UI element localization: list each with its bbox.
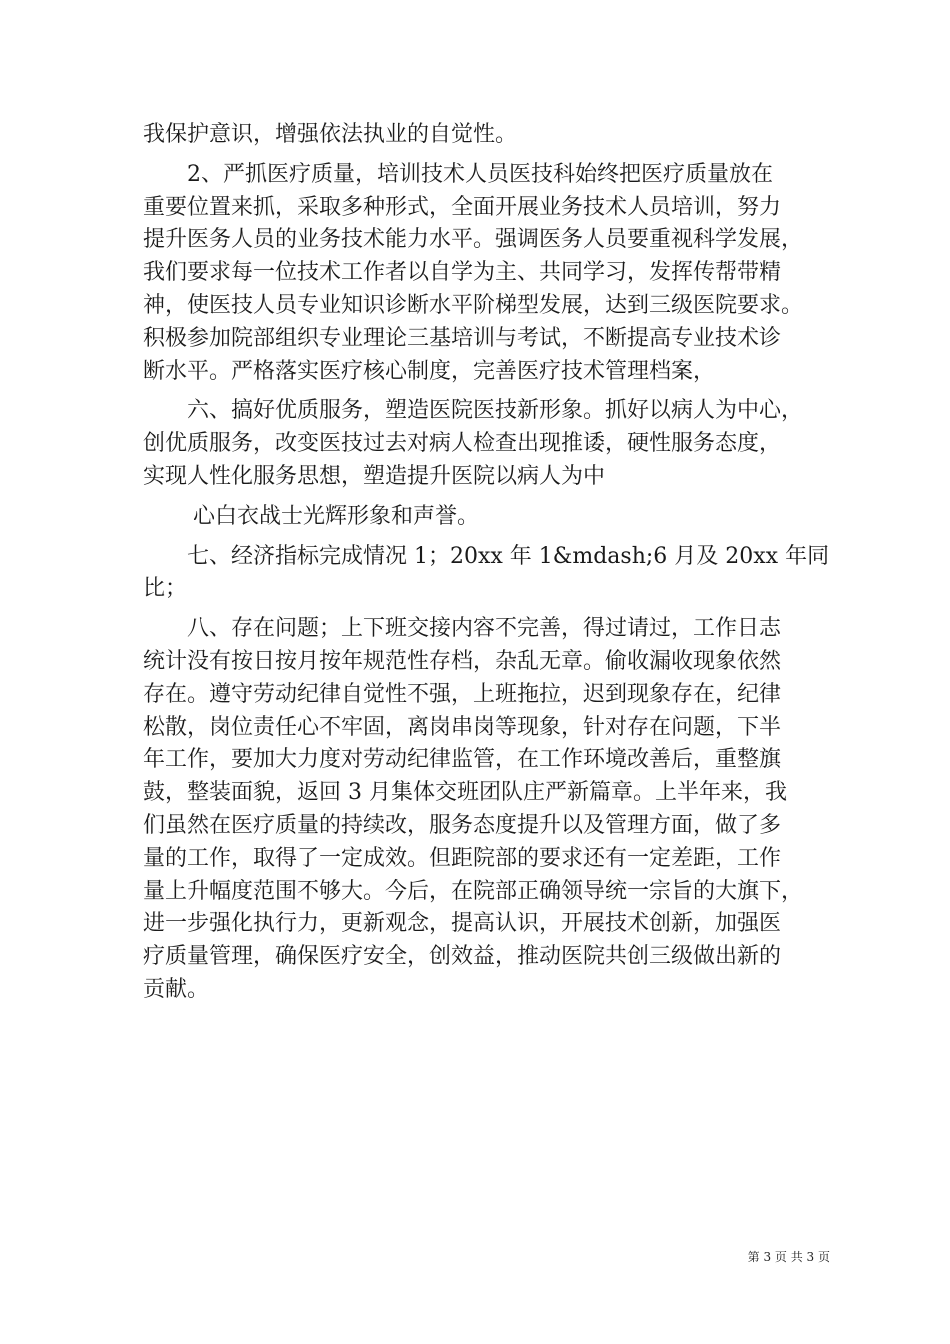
text-line: 们虽然在医疗质量的持续改，服务态度提升以及管理方面，做了多 — [143, 812, 782, 838]
text-line: 我保护意识，增强依法执业的自觉性。 — [143, 122, 518, 147]
text-line: 提升医务人员的业务技术能力水平。强调医务人员要重视科学发展， — [143, 227, 804, 253]
text-line: 疗质量管理，确保医疗安全，创效益，推动医院共创三级做出新的 — [143, 944, 782, 970]
text-line: 六、搞好优质服务，塑造医院医技新形象。抓好以病人为中心， — [187, 398, 804, 424]
text-line: 鼓，整装面貌，返回 3 月集体交班团队庄严新篇章。上半年来，我 — [143, 780, 787, 806]
text-line: 松散，岗位责任心不牢固，离岗串岗等现象，针对存在问题，下半 — [143, 714, 782, 740]
text-line: 年工作，要加大力度对劳动纪律监管，在工作环境改善后，重整旗 — [143, 747, 782, 773]
text-line: 我们要求每一位技术工作者以自学为主、共同学习，发挥传帮带精 — [143, 260, 782, 286]
text-line: 七、经济指标完成情况 1；20xx 年 1&mdash;6 月及 20xx 年同 — [187, 543, 830, 569]
text-line: 积极参加院部组织专业理论三基培训与考试，不断提高专业技术诊 — [143, 325, 782, 351]
text-line: 比； — [143, 576, 188, 602]
text-line: 2、严抓医疗质量，培训技术人员医技科始终把医疗质量放在 — [187, 161, 773, 187]
text-line: 统计没有按日按月按年规范性存档，杂乱无章。偷收漏收现象依然 — [143, 648, 782, 674]
text-line: 断水平。严格落实医疗核心制度，完善医疗技术管理档案， — [143, 358, 716, 384]
text-line: 神，使医技人员专业知识诊断水平阶梯型发展，达到三级医院要求。 — [143, 292, 804, 318]
page-number-footer: 第 3 页 共 3 页 — [747, 1250, 830, 1264]
document-body — [143, 119, 829, 1007]
text-line: 创优质服务，改变医技过去对病人检查出现推诿，硬性服务态度， — [143, 431, 782, 457]
text-line: 心白衣战士光辉形象和声誉。 — [193, 503, 480, 529]
text-line: 实现人性化服务思想，塑造提升医院以病人为中 — [143, 463, 606, 489]
text-line: 量的工作，取得了一定成效。但距院部的要求还有一定差距，工作 — [143, 845, 782, 871]
text-line: 贡献。 — [143, 976, 210, 1002]
text-line: 八、存在问题；上下班交接内容不完善，得过请过，工作日志 — [187, 616, 782, 642]
text-line: 量上升幅度范围不够大。今后，在院部正确领导统一宗旨的大旗下， — [143, 878, 804, 904]
text-line: 进一步强化执行力，更新观念，提高认识，开展技术创新，加强医 — [143, 911, 782, 937]
text-line: 重要位置来抓，采取多种形式，全面开展业务技术人员培训，努力 — [143, 194, 782, 220]
text-line: 存在。遵守劳动纪律自觉性不强，上班拖拉，迟到现象存在，纪律 — [143, 681, 782, 707]
